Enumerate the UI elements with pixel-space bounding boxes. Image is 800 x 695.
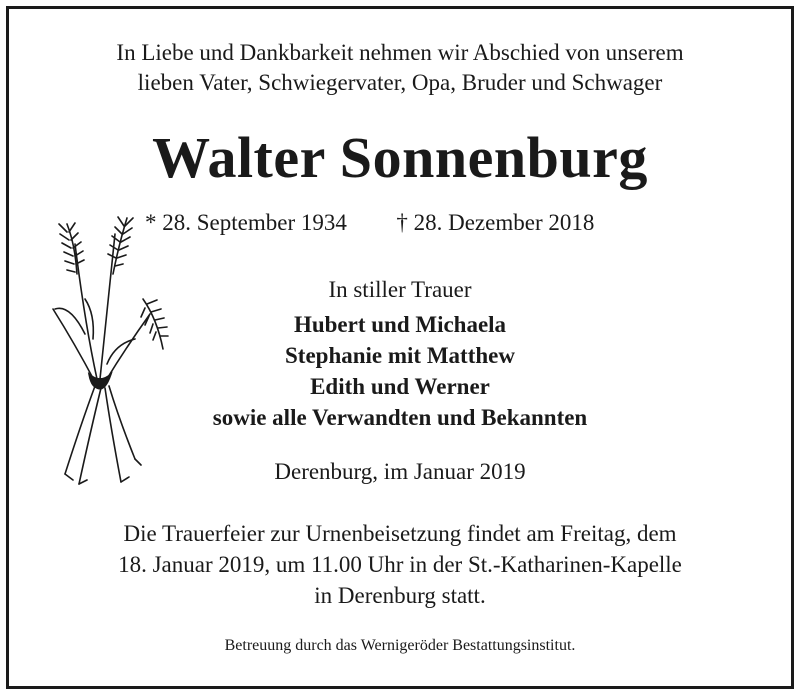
funeral-line-1: Die Trauerfeier zur Urnenbeisetzung findet am Freitag, dem bbox=[123, 521, 677, 546]
intro-line-1: In Liebe und Dankbarkeit nehmen wir Abschied von unserem bbox=[116, 40, 684, 65]
footer-note: Betreuung durch das Wernigeröder Bestattungsinstitut. bbox=[224, 637, 576, 654]
mourning-heading: In stiller Trauer bbox=[328, 277, 472, 302]
mourner-1: Hubert und Michaela bbox=[293, 312, 507, 337]
funeral-line-2: 18. Januar 2019, um 11.00 Uhr in der St.-Katharinen-Kapelle bbox=[118, 552, 682, 577]
life-dates bbox=[145, 210, 594, 236]
funeral-line-3: in Derenburg statt. bbox=[314, 583, 486, 608]
death-date: † 28. Dezember 2018 bbox=[396, 210, 595, 235]
obituary-notice bbox=[6, 6, 794, 689]
intro-line-2: lieben Vater, Schwiegervater, Opa, Bruder und Schwager bbox=[137, 70, 663, 95]
place-date: Derenburg, im Januar 2019 bbox=[274, 459, 526, 484]
birth-date: * 28. September 1934 bbox=[145, 210, 347, 235]
mourner-3: Edith und Werner bbox=[310, 374, 490, 399]
mourner-2: Stephanie mit Matthew bbox=[285, 343, 515, 368]
deceased-name: Walter Sonnenburg bbox=[152, 125, 648, 190]
mourner-4: sowie alle Verwandten und Bekannten bbox=[212, 405, 588, 430]
